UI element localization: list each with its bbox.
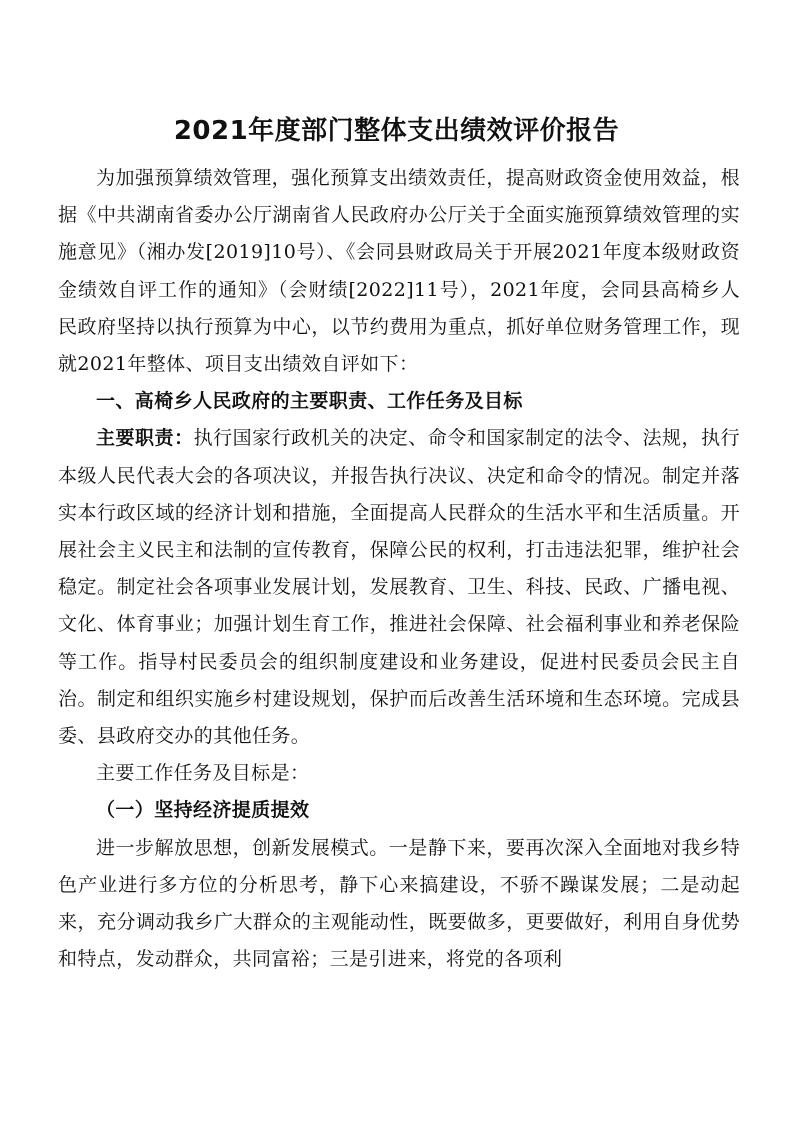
document-title: 2021年度部门整体支出绩效评价报告 [173,116,620,146]
tasks-heading: 主要工作任务及目标是： [96,762,310,785]
duties-text: 执行国家行政机关的决定、命令和国家制定的法令、法规，执行本级人民代表大会的各项决议，并报告执行决议、决定和命令的情况。制定并落实本行政区域的经济计划和措施，全面提高人民群众的生活水平和生活质量。开展社会主义民主和法制的宣传教育，保障公民的权利，打击违法犯罪，维护社会稳定。制定社会各项事业发展计划，发展教育、卫生、科技、民政、广播电视、文化、体育事业；加强计划生育工作，推进社会保障、社会福利事业和养老保险等工作。指导村民委员会的组织制度建设和业务建设，促进村民委员会民主自治。制定和组织实施乡村建设规划，保护而后改善生活环境和生态环境。完成县委、县政府交办的其他任务。 [58,427,740,748]
duties-label: 主要职责： [96,427,194,450]
intro-paragraph: 为加强预算绩效管理，强化预算支出绩效责任，提高财政资金使用效益，根据《中共湖南省委办公厅湖南省人民政府办公厅关于全面实施预算绩效管理的实施意见》（湘办发[2019]10号）、《会同县财政局关于开展2021年度本级财政资金绩效自评工作的通知》（会财绩[2022]11号），2021年度，会同县高椅乡人民政府坚持以执行预算为中心，以节约费用为重点，抓好单位财务管理工作，现就2021年整体、项目支出绩效自评如下： [58,167,740,376]
document-body [58,160,740,978]
subsection-heading: （一）坚持经济提质提效 [96,799,310,822]
duties-paragraph [58,420,740,755]
section-heading: 一、高椅乡人民政府的主要职责、工作任务及目标 [96,390,523,413]
subsection-paragraph: 进一步解放思想，创新发展模式。一是静下来，要再次深入全面地对我乡特色产业进行多方位的分析思考，静下心来搞建设，不骄不躁谋发展；二是动起来，充分调动我乡广大群众的主观能动性，既要做多，更要做好，利用自身优势和特点，发动群众，共同富裕；三是引进来，将党的各项利 [58,836,740,971]
